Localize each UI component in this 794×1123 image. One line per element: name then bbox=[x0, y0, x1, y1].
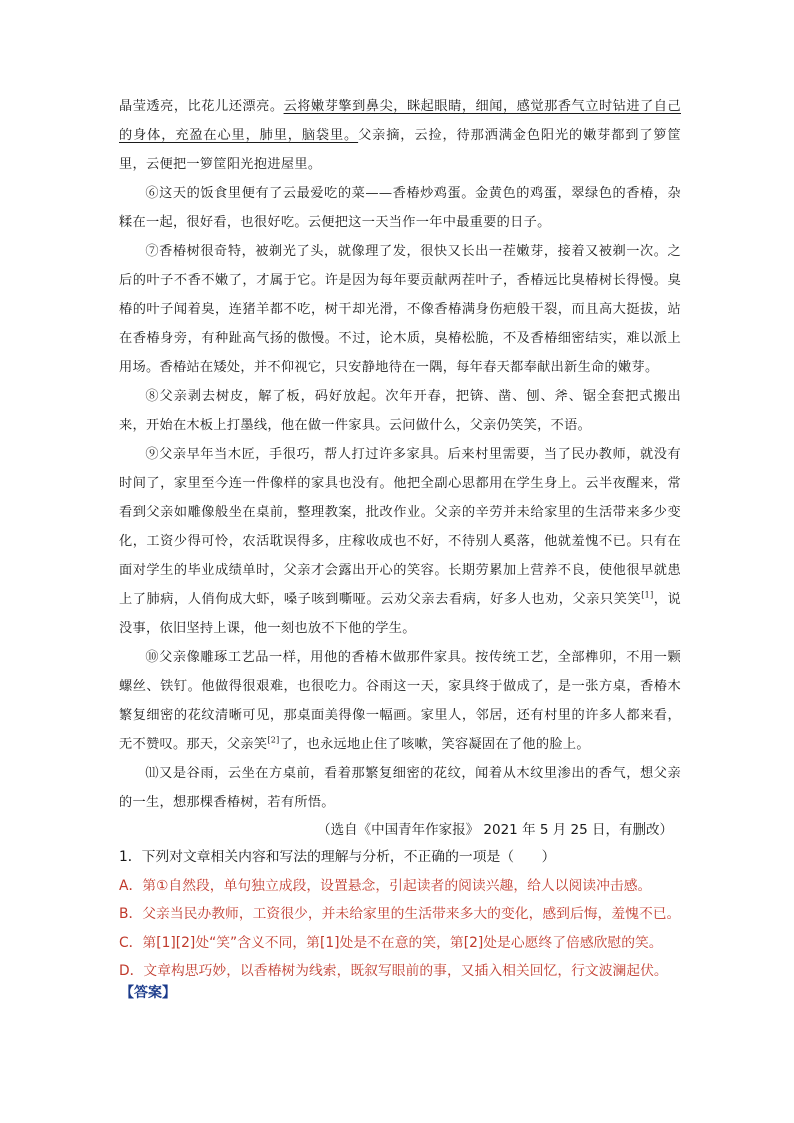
text-span: ，说没事，依旧坚持上课，他一刻也放不下他的学生。 bbox=[119, 592, 681, 636]
text-span: ⑨父亲早年当木匠，手很巧，帮人打过许多家具。后来村里需要，当了民办教师，就没有时间了，家里至今连一件像样的家具也没有。他把全副心思都用在学生身上。云半夜醒来，常看到父亲如雕像般坐在桌前，整理教案，批改作业。父亲的辛劳并未给家里的生活带来多少变化，工资少得可怜，农活耽误得多，庄稼收成也不好，不待别人奚落，他就羞愧不已。只有在面对学生的毕业成绩单时，父亲才会露出开心的笑容。长期劳累加上营养不良，使他很早就患上了肺病，人俏佝成大虾，嗓子咳到嘶哑。云劝父亲去看病，好多人也劝，父亲只笑笑 bbox=[119, 447, 681, 607]
question-stem: 1．下列对文章相关内容和写法的理解与分析，不正确的一项是（ ） bbox=[119, 849, 556, 865]
article-body bbox=[119, 92, 681, 986]
footnote-mark-1: [1] bbox=[641, 590, 654, 600]
option-b: B．父亲当民办教师，工资很少，并未给家里的生活带来多大的变化，感到后悔，羞愧不已。 bbox=[119, 906, 681, 922]
answer-label: 【答案】 bbox=[120, 985, 176, 1001]
source-citation: （选自《中国青年作家报》 2021 年 5 月 25 日，有删改） bbox=[317, 822, 673, 838]
text-span: ⑩父亲像雕琢工艺品一样，用他的香椿木做那件家具。按传统工艺，全部榫卯，不用一颗螺丝、铁钉。他做得很艰难，也很吃力。谷雨这一天，家具终于做成了，是一张方桌，香椿木繁复细密的花纹清晰可见，那桌面美得像一幅画。家里人，邻居，还有村里的许多人都来看，无不赞叹。那天，父亲笑 bbox=[119, 650, 681, 752]
paragraph-8: ⑧父亲剥去树皮，解了板，码好放起。次年开春，把锛、凿、刨、斧、锯全套把式搬出来，开始在木板上打墨线，他在做一件家具。云问做什么，父亲仍笑笑，不语。 bbox=[119, 389, 681, 433]
option-a: A．第①自然段，单句独立成段，设置悬念，引起读者的阅读兴趣，给人以阅读冲击感。 bbox=[119, 877, 652, 894]
footnote-mark-2: [2] bbox=[267, 735, 280, 745]
option-d: D．文章构思巧妙，以香椿树为线索，既叙写眼前的事，又插入相关回忆，行文波澜起伏。 bbox=[119, 963, 668, 979]
paragraph-9 bbox=[119, 440, 681, 643]
text-span: 父亲摘，云捡，待那洒满金色阳光的嫩芽都到了箩筐里，云便把一箩筐阳光抱进屋里。 bbox=[119, 128, 681, 172]
paragraph-6: ⑥这天的饭食里便有了云最爱吃的菜——香椿炒鸡蛋。金黄色的鸡蛋，翠绿色的香椿，杂糅在一起，很好看，也很好吃。云便把这一天当作一年中最重要的日子。 bbox=[119, 186, 681, 230]
text-span: 了，也永远地止住了咳嗽，笑容凝固在了他的脸上。 bbox=[279, 737, 590, 752]
text-span: 晶莹透亮，比花儿还漂亮。 bbox=[119, 99, 284, 114]
option-c: C．第[1][2]处“笑”含义不同，第[1]处是不在意的笑，第[2]处是心愿终了倍感欣慰的笑。 bbox=[119, 934, 663, 951]
paragraph-11: ⑾又是谷雨，云坐在方桌前，看着那繁复细密的花纹，闻着从木纹里渗出的香气，想父亲的一生，想那棵香椿树，若有所悟。 bbox=[119, 766, 681, 810]
paragraph-continuation bbox=[119, 92, 681, 179]
underlined-sentence: 云将嫩芽擎到鼻尖，眯起眼睛，细闻，感觉那香气立时钻进了自己的身体，充盈在心里，肺里，脑袋里。 bbox=[119, 99, 681, 143]
paragraph-7: ⑦香椿树很奇特，被剃光了头，就像理了发，很快又长出一茬嫩芽，接着又被剃一次。之后的叶子不香不嫩了，才属于它。许是因为每年要贡献两茬叶子，香椿远比臭椿树长得慢。臭椿的叶子闻着臭，连猪羊都不吃，树干却光滑，不像香椿满身伤疤般干裂，而且高大挺拔，站在香椿身旁，有种趾高气扬的傲慢。不过，论木质，臭椿松脆，不及香椿细密结实，难以派上用场。香椿站在矮处，并不仰视它，只安静地待在一隅，每年春天都奉献出新生命的嫩芽。 bbox=[119, 244, 681, 375]
paragraph-10 bbox=[119, 643, 681, 759]
